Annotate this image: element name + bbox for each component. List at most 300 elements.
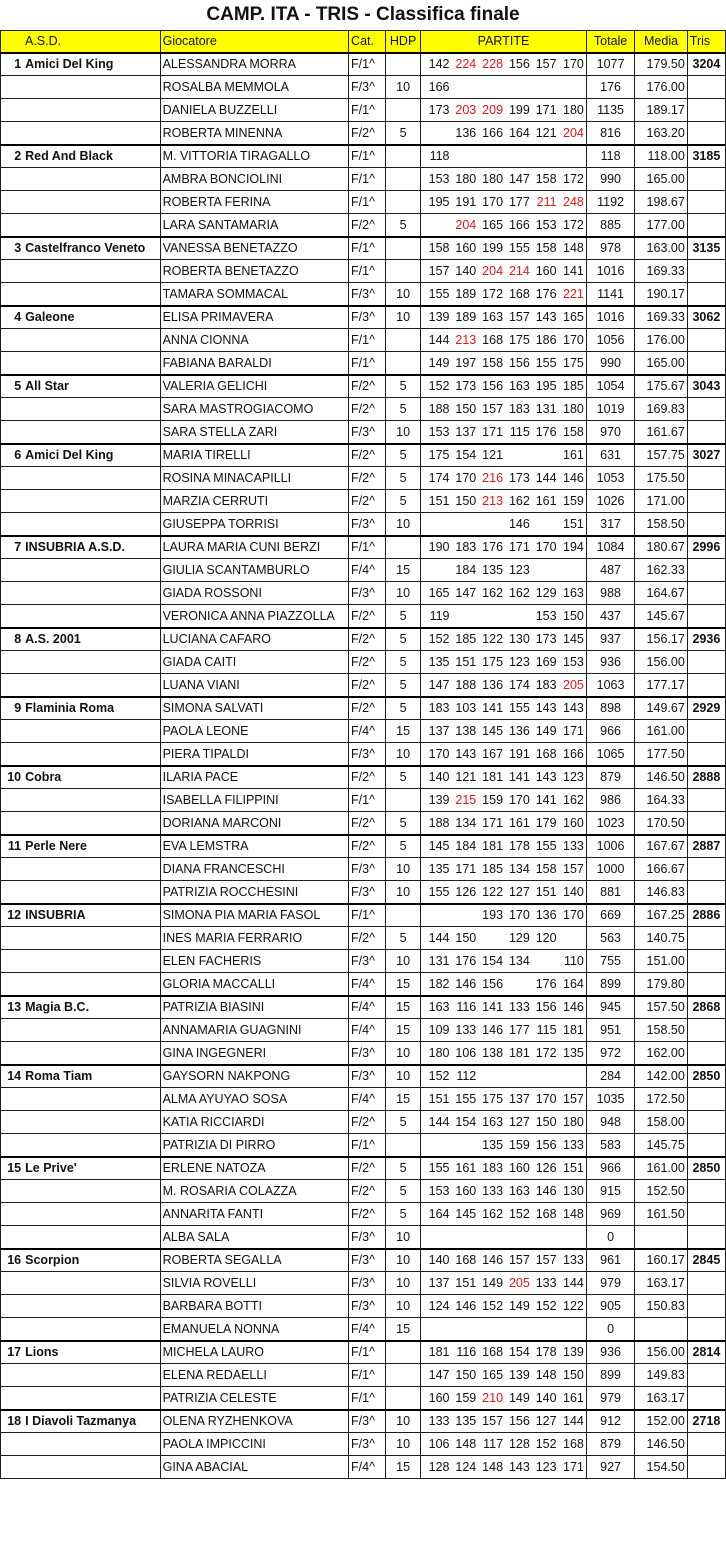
player-category: F/3^ [349,1065,386,1088]
player-handicap: 5 [386,214,421,237]
team-position: 18 [1,1410,24,1433]
player-handicap: 5 [386,490,421,513]
header-tris: Tris [687,31,725,53]
player-name: PATRIZIA DI PIRRO [160,1134,348,1157]
team-name [23,513,160,536]
team-name [23,1318,160,1341]
player-category: F/1^ [349,329,386,352]
game-score: 137 [421,1272,452,1295]
player-average: 156.00 [635,651,688,674]
game-score: 168 [478,329,505,352]
game-score [452,904,479,927]
player-total: 1056 [586,329,634,352]
game-score: 204 [452,214,479,237]
player-category: F/1^ [349,536,386,559]
game-score: 168 [532,1203,559,1226]
game-score [478,927,505,950]
player-category: F/1^ [349,260,386,283]
player-average: 160.17 [635,1249,688,1272]
game-score: 172 [478,283,505,306]
player-category: F/4^ [349,1088,386,1111]
game-score: 131 [421,950,452,973]
table-row [1,582,726,605]
player-name: ALESSANDRA MORRA [160,53,348,76]
player-total: 945 [586,996,634,1019]
table-row [1,697,726,720]
player-handicap [386,168,421,191]
game-score: 181 [421,1341,452,1364]
team-tris-score [687,1019,725,1042]
table-row [1,904,726,927]
game-score: 143 [559,697,587,720]
game-score: 133 [559,835,587,858]
team-name: Galeone [23,306,160,329]
game-score: 147 [421,674,452,697]
game-score: 121 [452,766,479,789]
game-score: 183 [421,697,452,720]
game-score: 183 [505,398,532,421]
team-name [23,467,160,490]
player-category: F/3^ [349,76,386,99]
game-score: 194 [559,536,587,559]
player-average: 161.00 [635,1157,688,1180]
team-position: 7 [1,536,24,559]
game-score: 148 [532,1364,559,1387]
game-score: 215 [452,789,479,812]
game-score [421,214,452,237]
player-name: SIMONA PIA MARIA FASOL [160,904,348,927]
player-name: ELISA PRIMAVERA [160,306,348,329]
player-handicap: 5 [386,467,421,490]
player-total: 1006 [586,835,634,858]
game-score: 165 [421,582,452,605]
game-score: 163 [505,1180,532,1203]
player-name: ROBERTA BENETAZZO [160,260,348,283]
team-name [23,1203,160,1226]
header-games: PARTITE [421,31,587,53]
player-handicap: 5 [386,444,421,467]
game-score [452,76,479,99]
player-handicap [386,536,421,559]
game-score: 141 [478,996,505,1019]
game-score [505,76,532,99]
team-position [1,467,24,490]
player-handicap [386,1387,421,1410]
team-position [1,76,24,99]
game-score [478,145,505,168]
game-score: 152 [421,1065,452,1088]
team-position: 17 [1,1341,24,1364]
game-score: 146 [532,1180,559,1203]
game-score: 158 [532,237,559,260]
game-score: 158 [478,352,505,375]
player-average: 165.00 [635,168,688,191]
game-score: 129 [532,582,559,605]
team-name [23,76,160,99]
player-total: 936 [586,1341,634,1364]
game-score: 173 [505,467,532,490]
header-hdp: HDP [386,31,421,53]
game-score: 228 [478,53,505,76]
game-score: 145 [478,720,505,743]
table-row [1,352,726,375]
game-score: 182 [421,973,452,996]
game-score: 106 [452,1042,479,1065]
player-category: F/2^ [349,605,386,628]
player-total: 176 [586,76,634,99]
team-name [23,283,160,306]
player-handicap: 5 [386,1111,421,1134]
player-name: GAYSORN NAKPONG [160,1065,348,1088]
player-total: 879 [586,1433,634,1456]
player-handicap: 10 [386,513,421,536]
team-position [1,352,24,375]
team-name [23,743,160,766]
player-category: F/2^ [349,812,386,835]
player-handicap [386,1134,421,1157]
game-score: 150 [452,1364,479,1387]
game-score [452,1226,479,1249]
player-handicap: 5 [386,1157,421,1180]
player-average: 175.67 [635,375,688,398]
team-position [1,168,24,191]
game-score: 152 [421,628,452,651]
game-score: 148 [559,237,587,260]
game-score: 146 [452,973,479,996]
player-name: LUCIANA CAFARO [160,628,348,651]
player-name: PATRIZIA CELESTE [160,1387,348,1410]
game-score [532,950,559,973]
player-average: 179.50 [635,53,688,76]
player-average: 152.00 [635,1410,688,1433]
game-score: 173 [421,99,452,122]
team-name [23,1364,160,1387]
game-score: 160 [452,1180,479,1203]
player-category: F/4^ [349,973,386,996]
game-score: 168 [559,1433,587,1456]
team-tris-score [687,398,725,421]
game-score: 156 [532,1134,559,1157]
team-name: All Star [23,375,160,398]
game-score [559,559,587,582]
team-name: Red And Black [23,145,160,168]
table-row [1,1249,726,1272]
player-total: 284 [586,1065,634,1088]
player-category: F/3^ [349,513,386,536]
table-row [1,467,726,490]
player-total: 978 [586,237,634,260]
team-position [1,1387,24,1410]
player-handicap: 10 [386,1226,421,1249]
game-score: 157 [421,260,452,283]
team-name [23,490,160,513]
game-score: 123 [532,1456,559,1479]
player-total: 755 [586,950,634,973]
game-score: 144 [559,1410,587,1433]
game-score: 170 [505,789,532,812]
game-score [478,1226,505,1249]
player-total: 437 [586,605,634,628]
team-tris-score [687,1433,725,1456]
team-name: INSUBRIA [23,904,160,927]
game-score: 115 [505,421,532,444]
game-score: 139 [505,1364,532,1387]
player-total: 487 [586,559,634,582]
game-score: 167 [478,743,505,766]
player-name: ISABELLA FILIPPINI [160,789,348,812]
player-average: 161.00 [635,720,688,743]
header-asd: A.S.D. [1,31,161,53]
table-row [1,237,726,260]
game-score: 135 [478,1134,505,1157]
team-tris-score: 2886 [687,904,725,927]
team-position [1,214,24,237]
game-score: 128 [421,1456,452,1479]
game-score: 148 [452,1433,479,1456]
team-tris-score: 2929 [687,697,725,720]
game-score: 136 [452,122,479,145]
player-total: 1016 [586,260,634,283]
game-score: 155 [505,697,532,720]
player-handicap: 5 [386,605,421,628]
table-row [1,1226,726,1249]
game-score: 195 [421,191,452,214]
game-score: 151 [421,1088,452,1111]
game-score: 165 [559,306,587,329]
game-score: 195 [532,375,559,398]
team-tris-score: 2996 [687,536,725,559]
team-position [1,858,24,881]
game-score: 153 [421,421,452,444]
game-score [532,1065,559,1088]
game-score: 147 [505,168,532,191]
game-score: 162 [478,1203,505,1226]
player-name: LARA SANTAMARIA [160,214,348,237]
table-row [1,421,726,444]
game-score: 159 [505,1134,532,1157]
team-name [23,973,160,996]
game-score: 155 [421,881,452,904]
game-score: 160 [505,1157,532,1180]
game-score: 170 [452,467,479,490]
game-score: 156 [505,53,532,76]
team-name [23,1042,160,1065]
team-tris-score [687,651,725,674]
game-score: 120 [532,927,559,950]
player-category: F/4^ [349,720,386,743]
game-score: 175 [505,329,532,352]
player-total: 951 [586,1019,634,1042]
game-score: 139 [421,789,452,812]
team-name [23,1456,160,1479]
team-position: 1 [1,53,24,76]
game-score: 152 [532,1295,559,1318]
player-average: 161.50 [635,1203,688,1226]
game-score: 178 [505,835,532,858]
player-handicap: 5 [386,651,421,674]
player-handicap: 5 [386,375,421,398]
game-score: 133 [421,1410,452,1433]
table-row [1,191,726,214]
team-tris-score [687,1042,725,1065]
game-score: 156 [505,1410,532,1433]
game-score: 193 [478,904,505,927]
player-total: 899 [586,1364,634,1387]
game-score: 145 [559,628,587,651]
game-score: 110 [559,950,587,973]
game-score: 134 [505,950,532,973]
player-handicap [386,99,421,122]
player-name: ERLENE NATOZA [160,1157,348,1180]
table-row [1,1318,726,1341]
player-category: F/3^ [349,306,386,329]
game-score: 178 [532,1341,559,1364]
player-average: 172.50 [635,1088,688,1111]
game-score: 127 [505,1111,532,1134]
player-average: 156.00 [635,1341,688,1364]
player-average: 118.00 [635,145,688,168]
player-total: 915 [586,1180,634,1203]
team-tris-score: 2850 [687,1157,725,1180]
game-score: 151 [559,1157,587,1180]
game-score: 121 [478,444,505,467]
player-total: 1135 [586,99,634,122]
team-name [23,651,160,674]
team-position [1,329,24,352]
team-position [1,1364,24,1387]
game-score: 133 [478,1180,505,1203]
team-tris-score: 2718 [687,1410,725,1433]
table-row [1,122,726,145]
table-row [1,1157,726,1180]
table-row [1,1019,726,1042]
game-score: 166 [559,743,587,766]
player-total: 1053 [586,467,634,490]
game-score: 209 [478,99,505,122]
game-score: 171 [532,99,559,122]
player-total: 563 [586,927,634,950]
team-position [1,1456,24,1479]
game-score: 205 [505,1272,532,1295]
player-category: F/3^ [349,283,386,306]
game-score: 152 [505,1203,532,1226]
player-total: 979 [586,1272,634,1295]
team-tris-score [687,789,725,812]
game-score: 140 [532,1387,559,1410]
player-category: F/1^ [349,237,386,260]
player-name: GINA ABACIAL [160,1456,348,1479]
table-row [1,490,726,513]
game-score: 163 [421,996,452,1019]
player-total: 970 [586,421,634,444]
player-category: F/4^ [349,1456,386,1479]
player-handicap [386,904,421,927]
team-name: Scorpion [23,1249,160,1272]
game-score: 150 [559,1364,587,1387]
team-position [1,973,24,996]
player-name: M. VITTORIA TIRAGALLO [160,145,348,168]
game-score: 147 [421,1364,452,1387]
table-row [1,53,726,76]
game-score: 151 [452,651,479,674]
game-score: 158 [532,858,559,881]
team-position: 11 [1,835,24,858]
game-score: 180 [421,1042,452,1065]
game-score: 149 [478,1272,505,1295]
game-score: 135 [559,1042,587,1065]
team-name [23,559,160,582]
team-tris-score [687,76,725,99]
game-score: 137 [505,1088,532,1111]
player-category: F/2^ [349,1157,386,1180]
player-name: GLORIA MACCALLI [160,973,348,996]
game-score: 141 [559,260,587,283]
player-category: F/3^ [349,582,386,605]
game-score: 116 [452,1341,479,1364]
player-handicap [386,191,421,214]
game-score: 133 [559,1249,587,1272]
team-tris-score: 3204 [687,53,725,76]
team-position [1,1088,24,1111]
game-score [478,76,505,99]
game-score: 160 [421,1387,452,1410]
game-score: 204 [478,260,505,283]
player-name: LAURA MARIA CUNI BERZI [160,536,348,559]
player-name: SIMONA SALVATI [160,697,348,720]
game-score: 175 [559,352,587,375]
team-tris-score [687,329,725,352]
team-name: Lions [23,1341,160,1364]
table-row [1,99,726,122]
game-score: 172 [532,1042,559,1065]
player-handicap: 5 [386,1180,421,1203]
game-score: 184 [452,559,479,582]
team-name [23,1134,160,1157]
game-score [478,1318,505,1341]
team-tris-score: 2814 [687,1341,725,1364]
game-score: 170 [559,904,587,927]
player-average: 166.67 [635,858,688,881]
team-tris-score [687,674,725,697]
player-average: 177.00 [635,214,688,237]
team-tris-score [687,490,725,513]
game-score: 150 [452,398,479,421]
player-name: PATRIZIA BIASINI [160,996,348,1019]
team-position [1,1272,24,1295]
player-average: 149.67 [635,697,688,720]
game-score: 140 [421,766,452,789]
player-total: 966 [586,720,634,743]
player-name: GINA INGEGNERI [160,1042,348,1065]
player-category: F/3^ [349,421,386,444]
game-score: 122 [478,628,505,651]
game-score: 136 [478,674,505,697]
table-row [1,1364,726,1387]
game-score [478,605,505,628]
game-score: 149 [532,720,559,743]
game-score: 176 [452,950,479,973]
game-score: 205 [559,674,587,697]
game-score: 163 [478,1111,505,1134]
game-score: 144 [421,927,452,950]
player-total: 885 [586,214,634,237]
game-score: 146 [505,513,532,536]
player-handicap: 5 [386,122,421,145]
player-name: MICHELA LAURO [160,1341,348,1364]
game-score: 151 [532,881,559,904]
table-row [1,306,726,329]
game-score [532,76,559,99]
